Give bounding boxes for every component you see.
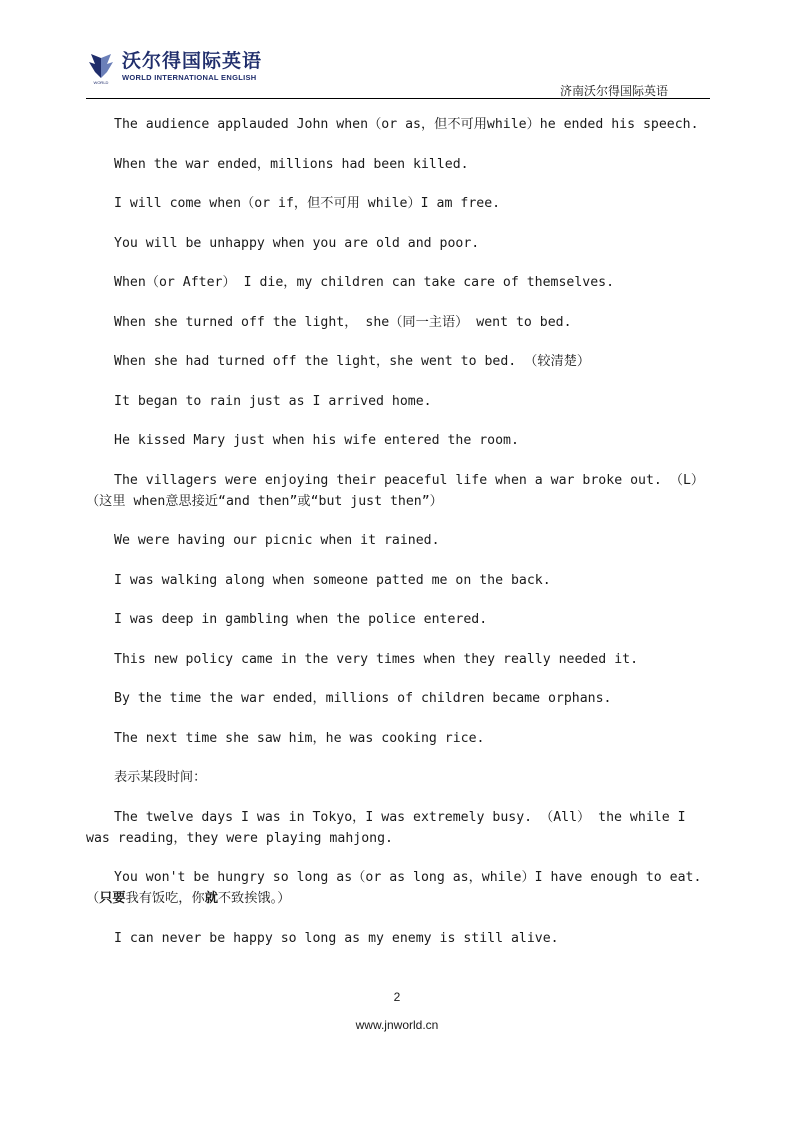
- page-header: [86, 52, 710, 100]
- section-heading: 表示某段时间：: [114, 770, 207, 785]
- paragraph: I was walking along when someone patted me on the back.: [114, 572, 551, 588]
- paragraph: I was deep in gambling when the police entered.: [114, 612, 488, 627]
- paragraph: You will be unhappy when you are old and poor.: [114, 235, 480, 251]
- paragraph: He kissed Mary just when his wife entered the room.: [114, 433, 519, 448]
- paragraph: When she turned off the light， she（同一主语） went to bed.: [114, 314, 572, 330]
- paragraph: The villagers were enjoying their peaceful life when a war broke out. （L）（这里 when意思接近“and then”或“but just then”）: [86, 472, 705, 509]
- header-divider: [86, 98, 710, 99]
- paragraph: This new policy came in the very times when they really needed it.: [114, 651, 639, 667]
- logo-chinese-name: 沃尔得国际英语: [122, 50, 263, 72]
- paragraph: The audience applauded John when（or as，但不可用while）he ended his speech.: [114, 117, 699, 132]
- svg-text:WORLD: WORLD: [93, 80, 109, 85]
- text-run: 我有饭吃，你: [125, 891, 205, 906]
- text-run: You won't be hungry so long as（or as long as，while）I have enough to eat. （: [86, 870, 710, 906]
- page-number: 2: [393, 990, 401, 1004]
- paragraph: I will come when（or if，但不可用 while）I am free.: [114, 196, 501, 211]
- text-run: 不致挨饿。）: [217, 891, 291, 906]
- paragraph: When she had turned off the light，she went to bed. （较清楚）: [114, 354, 591, 369]
- paragraph: It began to rain just as I arrived home.: [114, 393, 432, 409]
- paragraph: When the war ended，millions had been killed.: [114, 156, 469, 172]
- bold-run: 就: [204, 891, 218, 906]
- bold-run: 只要: [99, 891, 126, 906]
- wings-logo-icon: [86, 52, 116, 86]
- paragraph: The twelve days I was in Tokyo，I was extremely busy. （All） the while I was reading，they were playing mahjong.: [86, 809, 694, 846]
- paragraph-hungry: [86, 867, 710, 909]
- logo-english-name: WORLD INTERNATIONAL ENGLISH: [122, 73, 257, 82]
- paragraph: We were having our picnic when it rained.: [114, 533, 440, 548]
- paragraph: I can never be happy so long as my enemy is still alive.: [114, 930, 559, 946]
- footer-url: www.jnworld.cn: [355, 1018, 439, 1032]
- header-school-name: 济南沃尔得国际英语: [559, 84, 668, 98]
- paragraph: The next time she saw him，he was cooking rice.: [114, 730, 485, 746]
- logo: [86, 52, 262, 86]
- document-body: [86, 114, 710, 967]
- paragraph: When（or After） I die，my children can take care of themselves.: [114, 275, 615, 290]
- paragraph: By the time the war ended，millions of children became orphans.: [114, 691, 612, 706]
